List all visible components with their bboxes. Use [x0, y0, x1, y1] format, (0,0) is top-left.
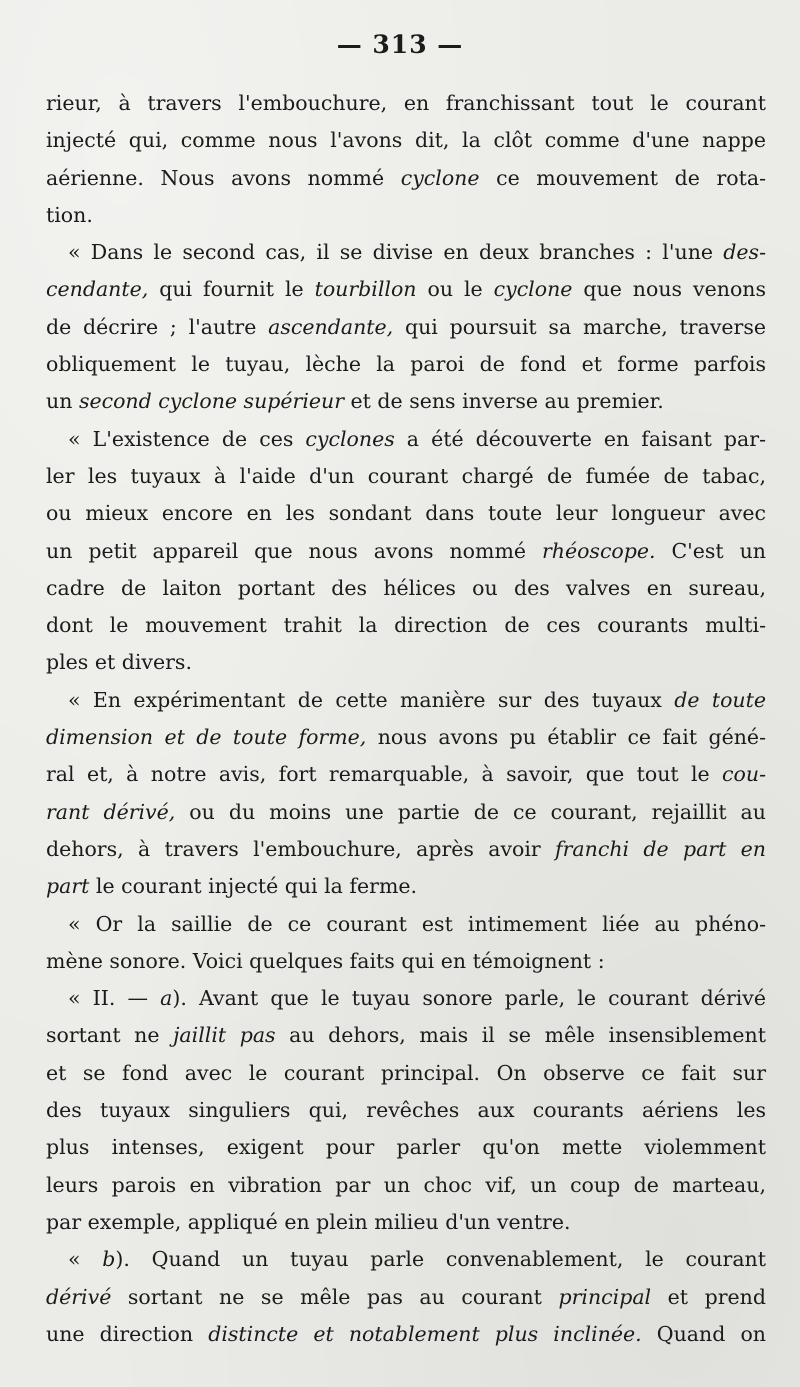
text-span: le courant injecté qui la ferme.: [89, 874, 418, 899]
italic-text: rant dérivé,: [46, 799, 176, 824]
text-span: et prend: [651, 1284, 766, 1309]
text-line: [46, 421, 766, 458]
text-line: [46, 495, 766, 532]
text-line: [46, 607, 766, 644]
italic-text: cou-: [722, 762, 766, 787]
text-line: [46, 794, 766, 831]
text-span: obliquement le tuyau, lèche la paroi de fond et forme parfois: [46, 352, 766, 377]
text-line: [46, 719, 766, 756]
text-span: que nous venons: [572, 277, 767, 302]
text-span: « Or la saillie de ce courant est intimement liée au phéno-: [68, 911, 766, 936]
text-line: [46, 868, 766, 905]
page-number: — 313 —: [336, 30, 464, 59]
text-span: leurs parois en vibration par un choc vif, un coup de marteau,: [46, 1172, 766, 1197]
text-span: ou mieux encore en les sondant dans toute leur longueur avec: [46, 501, 766, 526]
text-line: [46, 644, 766, 681]
text-line: [46, 458, 766, 495]
text-line: [46, 383, 766, 420]
text-span: aérienne. Nous avons nommé: [46, 165, 401, 190]
text-span: ). Quand un tuyau parle convenablement, le courant: [115, 1247, 766, 1272]
text-span: et de sens inverse au premier.: [344, 389, 664, 414]
text-line: [46, 756, 766, 793]
text-line: [46, 309, 766, 346]
text-span: par exemple, appliqué en plein milieu d'un ventre.: [46, 1209, 571, 1234]
text-line: [46, 831, 766, 868]
italic-text: jaillit pas: [173, 1023, 276, 1048]
text-line: [46, 570, 766, 607]
italic-text: tourbillon: [314, 277, 417, 302]
text-line: [46, 1167, 766, 1204]
text-span: dehors, à travers l'embouchure, après avoir: [46, 836, 556, 861]
text-line: [46, 1241, 766, 1278]
italic-text: cyclone: [400, 165, 480, 190]
text-span: dont le mouvement trahit la direction de ces courants multi-: [46, 613, 766, 638]
text-span: sortant ne: [46, 1023, 174, 1048]
text-line: [46, 1017, 766, 1054]
text-line: [46, 1129, 766, 1166]
text-line: [46, 160, 766, 197]
text-span: un petit appareil que nous avons nommé: [46, 538, 542, 563]
italic-text: cyclones: [305, 426, 395, 451]
italic-text: distincte et notablement plus inclinée.: [208, 1321, 642, 1346]
text-line: [46, 85, 766, 122]
italic-text: ascendante,: [268, 314, 394, 339]
text-line: [46, 346, 766, 383]
text-span: nous avons pu établir ce fait géné-: [366, 725, 766, 750]
text-line: [46, 1279, 766, 1316]
text-span: sortant ne se mêle pas au courant: [111, 1284, 559, 1309]
italic-text: dimension et de toute forme,: [46, 725, 367, 750]
text-span: ou le: [416, 277, 494, 302]
text-span: « II. —: [68, 986, 161, 1011]
text-span: plus intenses, exigent pour parler qu'on mette violemment: [46, 1135, 766, 1160]
text-line: [46, 234, 766, 271]
text-span: ). Avant que le tuyau sonore parle, le courant dérivé: [172, 986, 767, 1011]
text-span: « En expérimentant de cette manière sur des tuyaux: [68, 687, 675, 712]
text-line: [46, 980, 766, 1017]
text-span: Quand on: [641, 1321, 766, 1346]
text-span: qui fournit le: [148, 277, 315, 302]
body-text: [46, 85, 766, 1353]
text-span: tion.: [46, 202, 93, 227]
text-line: [46, 533, 766, 570]
italic-text: cyclone: [493, 277, 573, 302]
italic-text: part: [46, 874, 90, 899]
text-span: rieur, à travers l'embouchure, en franchissant tout le courant: [46, 91, 766, 115]
text-span: cadre de laiton portant des hélices ou des valves en sureau,: [46, 575, 766, 600]
text-line: [46, 682, 766, 719]
text-span: des tuyaux singuliers qui, revêches aux courants aériens les: [46, 1098, 766, 1123]
text-span: ce mouvement de rota-: [479, 165, 766, 190]
text-line: [46, 1204, 766, 1241]
text-line: [46, 197, 766, 234]
text-span: au dehors, mais il se mêle insensiblement: [275, 1023, 766, 1048]
italic-text: cendante,: [46, 277, 149, 302]
text-line: [46, 1055, 766, 1092]
italic-text: franchi de part en: [555, 836, 766, 861]
text-span: « L'existence de ces: [68, 426, 306, 451]
text-span: un: [46, 389, 79, 414]
italic-text: b: [102, 1247, 116, 1272]
text-span: «: [68, 1247, 103, 1272]
text-line: [46, 122, 766, 159]
text-span: ral et, à notre avis, fort remarquable, à savoir, que tout le: [46, 762, 723, 787]
text-line: [46, 1092, 766, 1129]
italic-text: principal: [558, 1284, 652, 1309]
text-span: ou du moins une partie de ce courant, rejaillit au: [175, 799, 766, 824]
text-line: [46, 1316, 766, 1353]
italic-text: de toute: [674, 687, 766, 712]
text-span: a été découverte en faisant par-: [394, 426, 766, 451]
text-line: [46, 271, 766, 308]
text-span: une direction: [46, 1321, 209, 1346]
text-line: [46, 943, 766, 980]
text-span: « Dans le second cas, il se divise en deux branches : l'une: [68, 240, 724, 265]
text-line: [46, 906, 766, 943]
text-span: mène sonore. Voici quelques faits qui en témoignent :: [46, 948, 605, 973]
italic-text: second cyclone supérieur: [78, 389, 345, 414]
italic-text: rhéoscope.: [541, 538, 656, 563]
text-span: de décrire ; l'autre: [46, 314, 269, 339]
text-span: ples et divers.: [46, 650, 192, 675]
text-span: ler les tuyaux à l'aide d'un courant chargé de fumée de tabac,: [46, 463, 766, 488]
text-span: et se fond avec le courant principal. On observe ce fait sur: [46, 1060, 766, 1085]
italic-text: des-: [723, 240, 766, 265]
italic-text: dérivé: [46, 1284, 112, 1309]
text-span: C'est un: [655, 538, 766, 563]
italic-text: a: [160, 986, 173, 1011]
text-span: injecté qui, comme nous l'avons dit, la clôt comme d'une nappe: [46, 128, 766, 153]
text-span: qui poursuit sa marche, traverse: [393, 314, 766, 339]
